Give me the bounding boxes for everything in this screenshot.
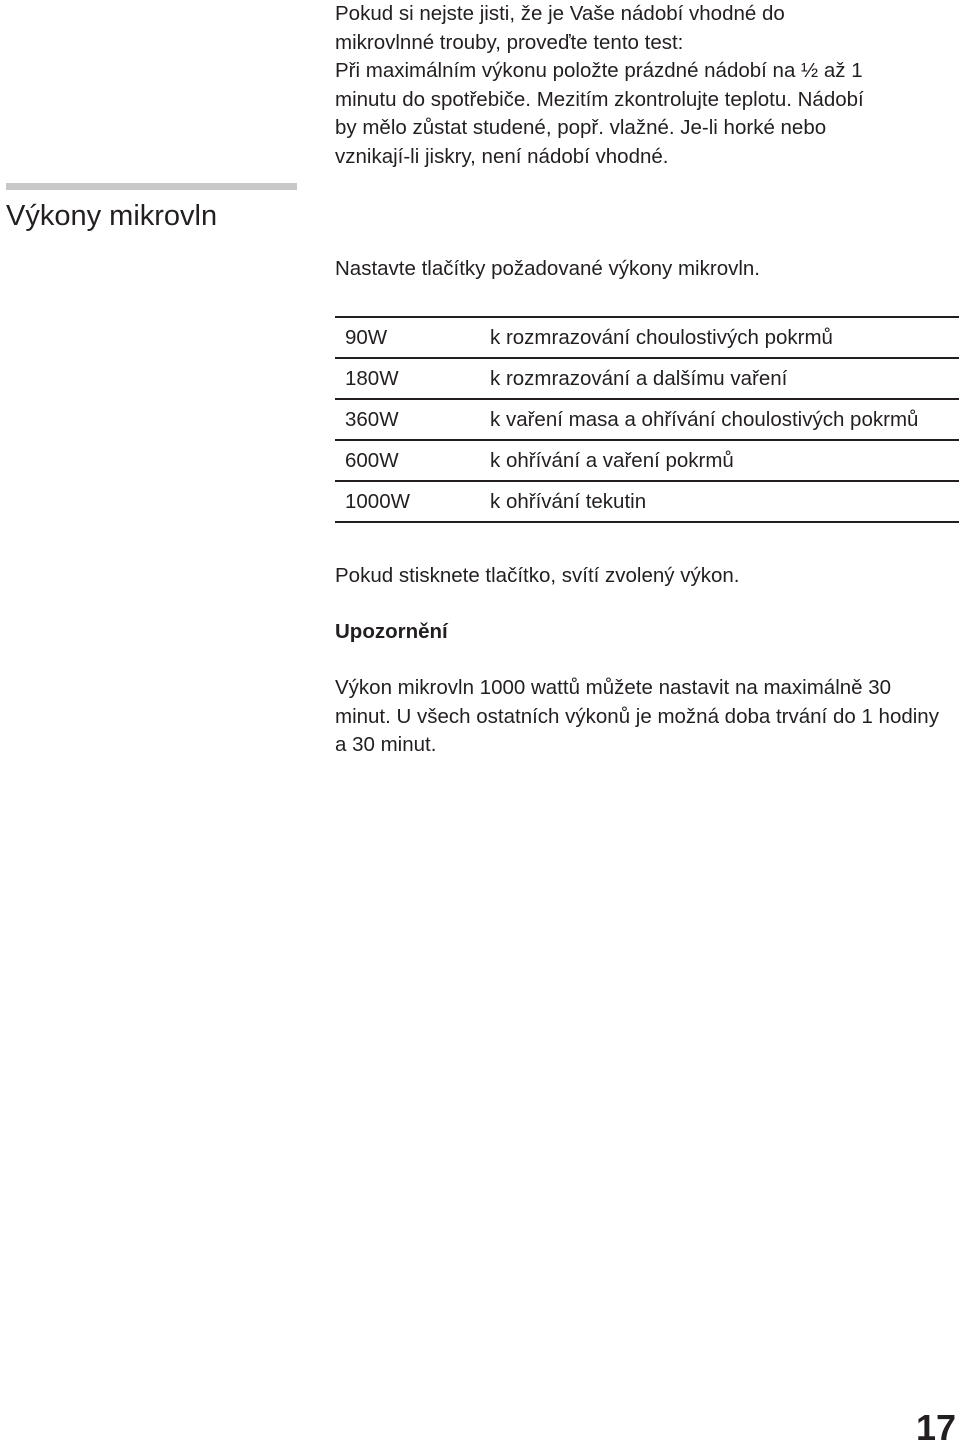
intro-line: Pokud si nejste jisti, že je Vaše nádobí vhodné do <box>335 2 785 25</box>
page-number: 17 <box>915 1407 956 1448</box>
power-use: k ohřívání tekutin <box>490 481 959 522</box>
power-use: k vaření masa a ohřívání choulostivých pokrmů <box>490 399 959 440</box>
intro-line: mikrovlnné trouby, proveďte tento test: <box>335 30 684 54</box>
power-value: 90W <box>335 317 490 358</box>
intro-line: Při maximálním výkonu položte prázdné nádobí na ½ až 1 <box>335 59 863 82</box>
power-levels-table <box>335 316 959 523</box>
table-row <box>335 440 959 481</box>
intro-line: by mělo zůstat studené, popř. vlažné. Je-li horké nebo <box>335 116 827 139</box>
table-row <box>335 317 959 358</box>
power-use: k rozmrazování choulostivých pokrmů <box>490 317 959 358</box>
section-title: Výkony mikrovln <box>6 200 218 232</box>
intro-line: vznikají-li jiskry, není nádobí vhodné. <box>335 144 669 168</box>
warning-text: Výkon mikrovln 1000 wattů můžete nastavit na maximálně 30 minut. U všech ostatních výkonů je možná doba trvání do 1 hodiny a 30 minut. <box>335 676 939 756</box>
indicator-note: Pokud stisknete tlačítko, svítí zvolený výkon. <box>335 564 740 587</box>
section-divider <box>6 183 297 190</box>
power-value: 1000W <box>335 481 490 522</box>
table-row <box>335 481 959 522</box>
section-lead: Nastavte tlačítky požadované výkony mikrovln. <box>335 257 760 280</box>
intro-paragraph <box>335 0 935 171</box>
warning-heading: Upozornění <box>335 620 448 643</box>
power-use: k ohřívání a vaření pokrmů <box>490 440 959 481</box>
table-row <box>335 399 959 440</box>
power-value: 600W <box>335 440 490 481</box>
power-use: k rozmrazování a dalšímu vaření <box>490 358 959 399</box>
intro-line: minutu do spotřebiče. Mezitím zkontrolujte teplotu. Nádobí <box>335 87 864 111</box>
table-row <box>335 358 959 399</box>
power-value: 180W <box>335 358 490 399</box>
power-value: 360W <box>335 399 490 440</box>
